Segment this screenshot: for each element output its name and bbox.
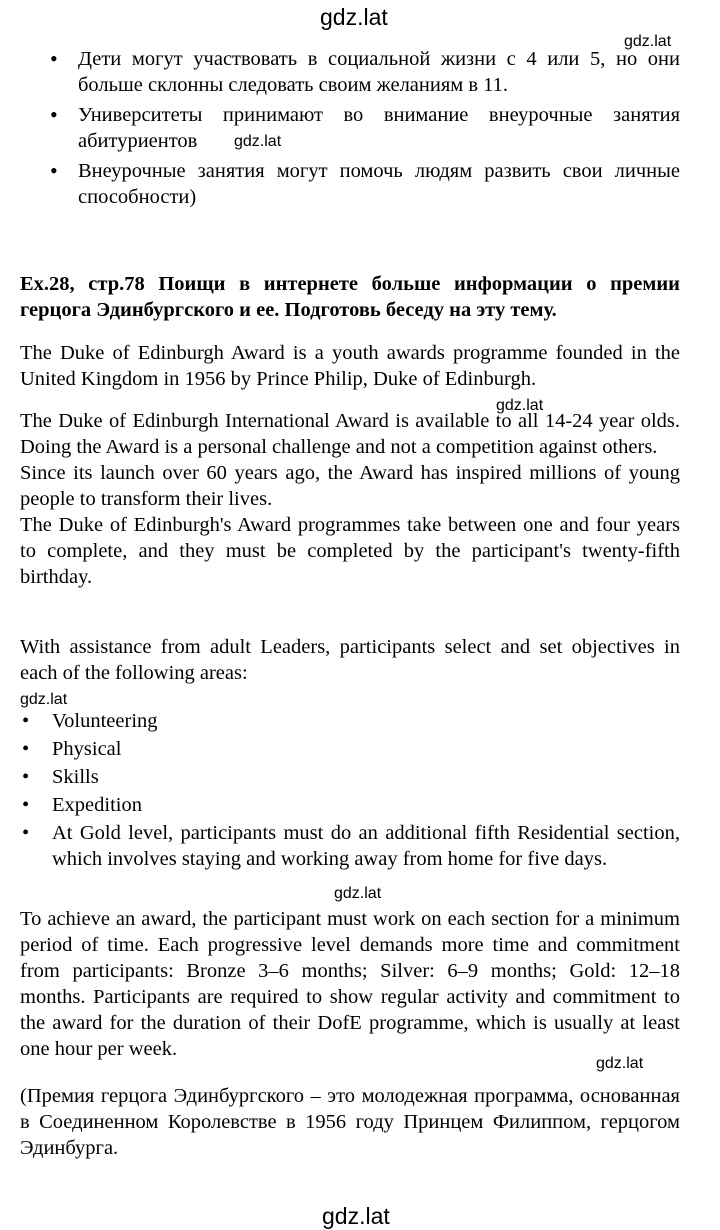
watermark-bottom: gdz.lat	[322, 1203, 390, 1229]
ru-summary-block	[20, 46, 680, 214]
para-5	[20, 634, 680, 686]
paragraph: The Duke of Edinburgh International Award is available to all 14-24 year olds. Doing the Award is a personal challenge and not a competition against others.	[20, 410, 680, 458]
para-6	[20, 906, 680, 1062]
para-1	[20, 340, 680, 392]
watermark: gdz.lat	[20, 691, 68, 708]
watermark: gdz.lat	[624, 33, 672, 50]
list-item: • Университеты принимают во внимание внеурочные занятия абитуриентов	[20, 102, 680, 154]
paragraph: The Duke of Edinburgh's Award programmes take between one and four years to complete, and they must be completed by the participant's twenty-fifth birthday.	[20, 514, 680, 588]
paragraph: (Премия герцога Эдинбургского – это молодежная программа, основанная в Соединенном Королевстве в 1956 году Принцем Филиппом, герцогом Эдинбурга.	[20, 1085, 680, 1159]
exercise-block	[20, 271, 680, 323]
list-item: • Expedition	[20, 792, 680, 818]
paragraph: Since its launch over 60 years ago, the Award has inspired millions of young people to transform their lives.	[20, 462, 680, 510]
list-item: • Skills	[20, 764, 680, 790]
list-item: • At Gold level, participants must do an additional fifth Residential section, which involves staying and working away from home for five days.	[20, 820, 680, 872]
watermark: gdz.lat	[334, 885, 382, 902]
paragraph: With assistance from adult Leaders, participants select and set objectives in each of the following areas:	[20, 636, 680, 684]
paragraph: The Duke of Edinburgh Award is a youth awards programme founded in the United Kingdom in 1956 by Prince Philip, Duke of Edinburgh.	[20, 342, 680, 390]
list-item: • Дети могут участвовать в социальной жизни с 4 или 5, но они больше склонны следовать своим желаниям в 11.	[20, 46, 680, 98]
watermark: gdz.lat	[596, 1055, 644, 1072]
list-item: • Physical	[20, 736, 680, 762]
para-7	[20, 1083, 680, 1161]
list-item: • Volunteering	[20, 708, 680, 734]
list-item: • Внеурочные занятия могут помочь людям развить свои личные способности)	[20, 158, 680, 210]
ru-bullet-list	[20, 46, 680, 210]
watermark-top: gdz.lat	[320, 4, 388, 30]
watermark: gdz.lat	[496, 397, 544, 414]
exercise-heading: Ex.28, стр.78 Поищи в интернете больше информации о премии герцога Эдинбургского и ее. Подготовь беседу на эту тему.	[20, 273, 680, 321]
areas-block	[20, 708, 680, 874]
areas-list	[20, 708, 680, 872]
watermark: gdz.lat	[234, 133, 282, 150]
paragraph: To achieve an award, the participant must work on each section for a minimum period of time. Each progressive level demands more time and commitment from participants: Bronze 3–6 months; Silver: 6–9 months; Gold: 12–18 months. Participants are required to show regular activity and commitment to the award for the duration of their DofE programme, which is usually at least one hour per week.	[20, 908, 680, 1060]
para-2-block	[20, 408, 680, 590]
